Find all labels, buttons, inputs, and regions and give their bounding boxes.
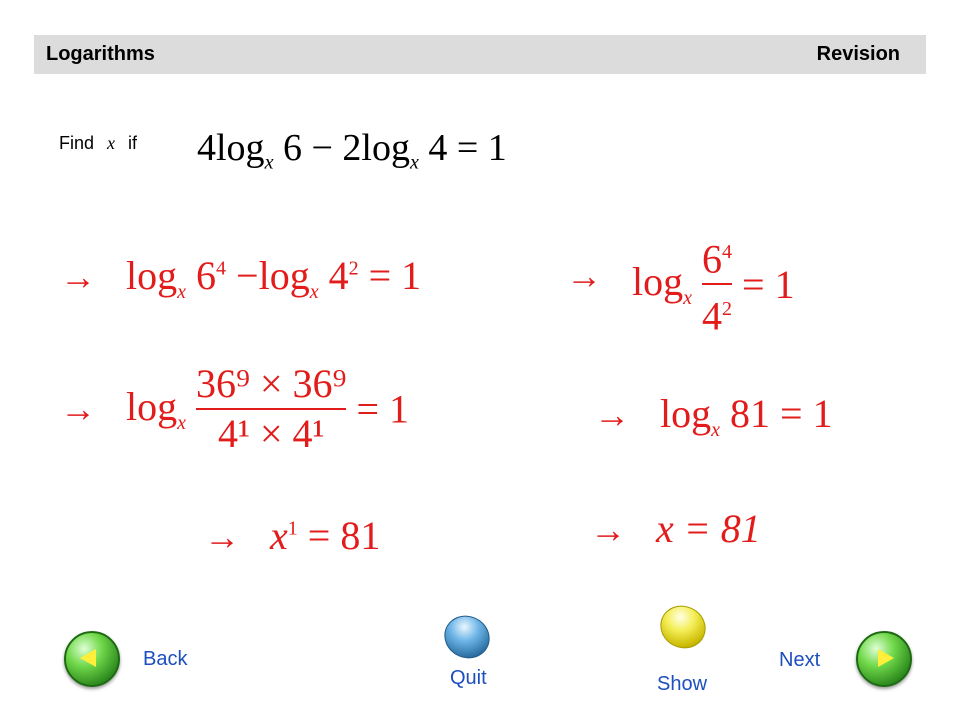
section-label: Revision: [816, 43, 900, 65]
step-3-numerator: 36⁹ × 36⁹: [196, 361, 347, 406]
step-1: [60, 252, 421, 304]
implies-arrow: →: [590, 510, 626, 550]
question-equation: $4\log_x$ $6 - 2\log_x$ 4 = 1: [197, 127, 507, 174]
question-suffix: if: [128, 132, 138, 153]
step-6: [590, 505, 761, 552]
step-4-expression: $\log_x 81 = 1$: [660, 391, 833, 441]
implies-arrow: →: [566, 256, 602, 296]
next-label[interactable]: Next: [779, 649, 821, 671]
step-2-fraction: $\frac{6^4}{4^2}$: [702, 236, 733, 339]
implies-arrow: →: [60, 389, 96, 429]
step-6-expression: x = 81: [656, 506, 761, 551]
page-title: Logarithms: [46, 43, 155, 65]
show-label[interactable]: Show: [657, 673, 708, 695]
next-button[interactable]: [856, 631, 912, 687]
back-button[interactable]: [64, 631, 120, 687]
quit-button[interactable]: [437, 608, 496, 666]
step-3-log: $\log_x$: [126, 384, 187, 434]
step-5: [204, 512, 380, 559]
question-line: [59, 127, 507, 174]
implies-arrow: →: [204, 517, 240, 557]
back-arrow-icon: [80, 649, 96, 667]
step-5-expression: $x^1 = 81$: [270, 513, 381, 558]
question-variable: x: [107, 132, 116, 153]
back-label[interactable]: Back: [143, 648, 188, 670]
step-1-expression: $\log_x 6^4 -\log_x$ $4^2 = 1$: [126, 253, 422, 303]
title-bar: [34, 35, 926, 74]
step-2-log: $\log_x$: [632, 259, 693, 310]
show-button[interactable]: [653, 598, 712, 656]
step-3-fraction: [196, 360, 346, 458]
step-3: [60, 360, 409, 458]
step-3-denominator: 4¹ × 4¹: [217, 411, 325, 456]
step-2-rhs: = 1: [742, 261, 795, 307]
step-4: [594, 390, 833, 442]
next-arrow-icon: [878, 649, 894, 667]
step-3-rhs: = 1: [356, 386, 410, 432]
implies-arrow: →: [60, 257, 96, 297]
step-2: [566, 228, 795, 341]
quit-label[interactable]: Quit: [450, 667, 487, 689]
implies-arrow: →: [594, 395, 630, 435]
question-prefix: Find: [59, 132, 95, 153]
